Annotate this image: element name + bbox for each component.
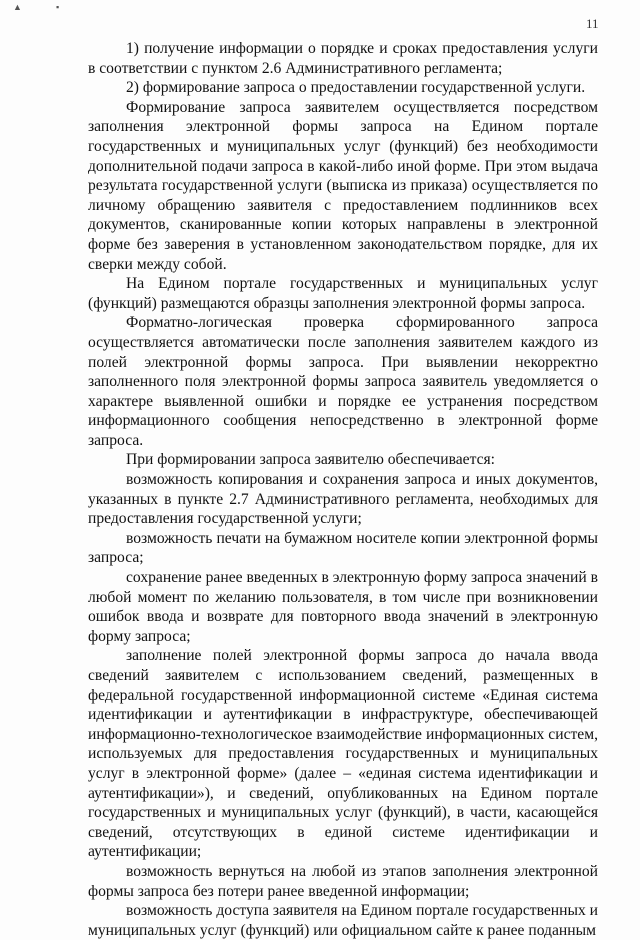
scan-artifact-mark: ▲ bbox=[13, 2, 22, 12]
paragraph-prefill: заполнение полей электронной формы запроса до начала ввода сведений заявителем с использованием сведений, размещенных в федеральной государственной информационной системе «Единая система идентификации и аутентификации в инфраструктуре, обеспечивающей информационно-технологическое взаимодействие информационных систем, используемых для предоставления государственных и муниципальных услуг в электронной форме» (далее – «единая система идентификации и аутентификации»), и сведений, опубликованных на Едином портале государственных и муниципальных услуг (функций), в части, касающейся сведений, отсутствующих в единой системе идентификации и аутентификации; bbox=[88, 647, 598, 861]
paragraph-portal-samples: На Едином портале государственных и муниципальных услуг (функций) размещаются образцы заполнения электронной формы запроса. bbox=[88, 275, 598, 312]
paragraph-print: возможность печати на бумажном носителе копии электронной формы запроса; bbox=[88, 529, 598, 567]
scan-artifact-mark: ▪ bbox=[56, 2, 60, 12]
page-number: 11 bbox=[586, 16, 599, 31]
paragraph-forming-description: Формирование запроса заявителем осуществляется посредством заполнения электронной формы запроса на Едином портале государственных и муниципальных услуг (функций) без необходимости дополнительной подачи запроса в какой-либо иной форме. При этом выдача результата государственной услуги (выписка из приказа) осуществляется по личному обращению заявителя с предоставлением подлинников всех документов, сканированные копии которых направлены в электронной форме без заверения в установленном законодательством порядке, для их сверки между собой. bbox=[88, 98, 598, 273]
paragraph-provisions-intro: При формировании запроса заявителю обеспечивается: bbox=[126, 451, 495, 469]
paragraph-save-values: сохранение ранее введенных в электронную форму запроса значений в любой момент по желанию пользователя, в том числе при возникновении ошибок ввода и возврате для повторного ввода значений в электронную форму запроса; bbox=[88, 569, 598, 645]
paragraph-format-check: Форматно-логическая проверка сформированного запроса осуществляется автоматически после заполнения заявителем каждого из полей электронной формы запроса. При выявлении некорректно заполненного поля электронной формы запроса заявитель уведомляется о характере выявленной ошибки и порядке ее устранения посредством информационного сообщения непосредственно в электронной форме запроса. bbox=[88, 314, 598, 449]
paragraph-request-forming: 2) формирование запроса о предоставлении государственной услуги. bbox=[126, 79, 586, 97]
paragraph-return-stage: возможность вернуться на любой из этапов заполнения электронной формы запроса без потери ранее введенной информации; bbox=[88, 862, 598, 900]
paragraph-info-receipt: 1) получение информации о порядке и сроках предоставления услуги в соответствии с пунктом 2.6 Административного регламента; bbox=[88, 40, 598, 77]
paragraph-copy-save: возможность копирования и сохранения запроса и иных документов, указанных в пункте 2.7 Административного регламента, необходимых для предоставления государственной услуги; bbox=[88, 471, 598, 528]
paragraph-access-previous: возможность доступа заявителя на Едином портале государственных и муниципальных услуг (функций) или официальном сайте к ранее поданным bbox=[88, 902, 598, 939]
document-body bbox=[88, 39, 598, 940]
